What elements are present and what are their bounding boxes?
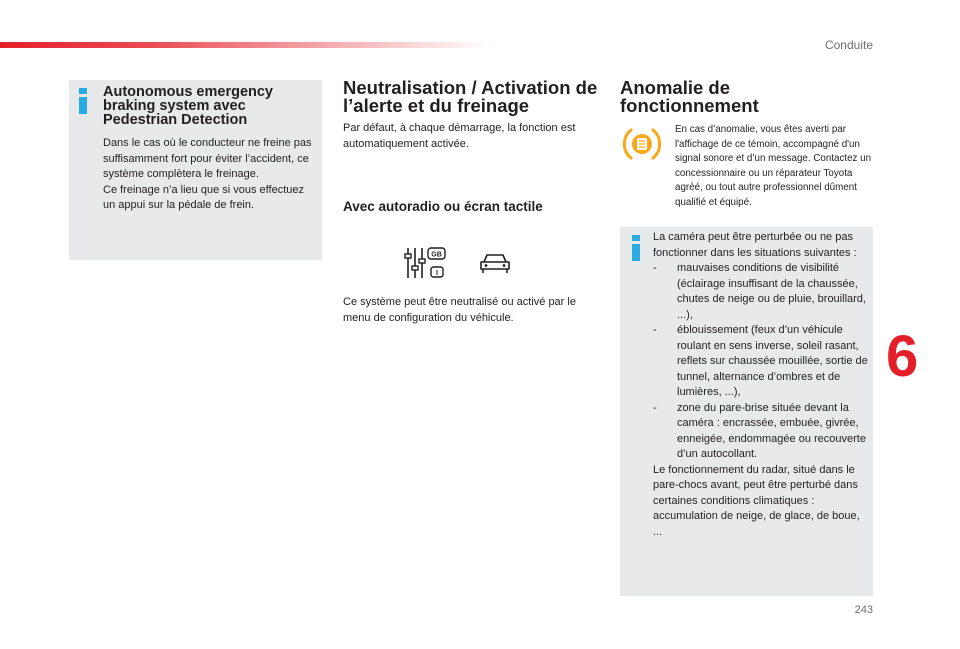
config-badge-label: GB [431, 251, 442, 259]
autoradio-subheading: Avec autoradio ou écran tactile [343, 199, 543, 214]
info-icon [79, 88, 87, 114]
list-item-text: mauvaises conditions de visibilité (éclairage insuffisant de la chaussée, chutes de neige ou de pluie, brouillard, ...), [677, 262, 866, 321]
neutralisation-text: Ce système peut être neutralisé ou activé par le menu de configuration du véhicule. [343, 296, 576, 324]
camera-info-intro: La caméra peut être perturbée ou ne pas fonctionner dans les situations suivantes : [653, 231, 857, 259]
info-text-2: Ce freinage n’a lieu que si vous effectuez un appui sur la pédale de frein. [103, 183, 304, 211]
info-icon [632, 235, 640, 261]
list-item-text: éblouissement (feux d’un véhicule roulant en sens inverse, soleil rasant, reflets sur chaussée mouillée, sortie de tunnel, alternance d’ombres et de lumières, ...), [677, 324, 868, 398]
info-box-camera [620, 227, 873, 596]
anomaly-warning-text: En cas d’anomalie, vous êtes averti par l'affichage de ce témoin, accompagné d'un signal sonore et d’un message. Contactez un concessionnaire ou un réparateur Toyota agréé, ou tout autre professionnel dûment qualifié et équipé. [675, 124, 872, 208]
section-title: Conduite [824, 38, 873, 52]
list-item: - mauvaises conditions de visibilité (éclairage insuffisant de la chaussée, chutes de neige ou de pluie, brouillard, ...), [653, 261, 868, 323]
list-item: - zone du pare-brise située devant la caméra : encrassée, embuée, givrée, enneigée, endommagée ou recouverte d’un autocollant. [653, 401, 868, 463]
default-activation-text: Par défaut, à chaque démarrage, la fonction est automatiquement activée. [343, 122, 576, 150]
info-box-text [103, 136, 315, 214]
vehicle-settings-icon [403, 245, 447, 281]
radar-info-text: Le fonctionnement du radar, situé dans le pare-chocs avant, peut être perturbé dans certaines conditions climatiques : accumulation de neige, de glace, de boue, ... [653, 463, 860, 538]
config-sub-badge-label: I [436, 270, 438, 277]
neutralisation-heading: Neutralisation / Activation de l’alerte et du freinage [343, 77, 598, 116]
info-box-title: Autonomous emergency braking system avec Pedestrian Detection [103, 84, 273, 128]
page-number: 243 [854, 604, 873, 616]
info-box-aeb [69, 80, 322, 260]
list-item-text: zone du pare-brise située devant la caméra : encrassée, embuée, givrée, enneigée, endommagée ou recouverte d’un autocollant. [677, 401, 866, 460]
car-icon [478, 252, 512, 274]
list-item: - éblouissement (feux d’un véhicule roulant en sens inverse, soleil rasant, reflets sur chaussée mouillée, sortie de tunnel, alternance d’ombres et de lumières, ...), [653, 323, 868, 401]
anomaly-heading: Anomalie de fonctionnement [620, 77, 759, 116]
camera-info-text [653, 230, 868, 540]
header-accent-bar [0, 42, 490, 48]
chapter-number: 6 [886, 324, 919, 389]
info-text-1: Dans le cas où le conducteur ne freine pas suffisamment fort pour éviter l’accident, ce système complètera le freinage. [103, 137, 312, 180]
aeb-warning-light-icon [622, 124, 662, 164]
